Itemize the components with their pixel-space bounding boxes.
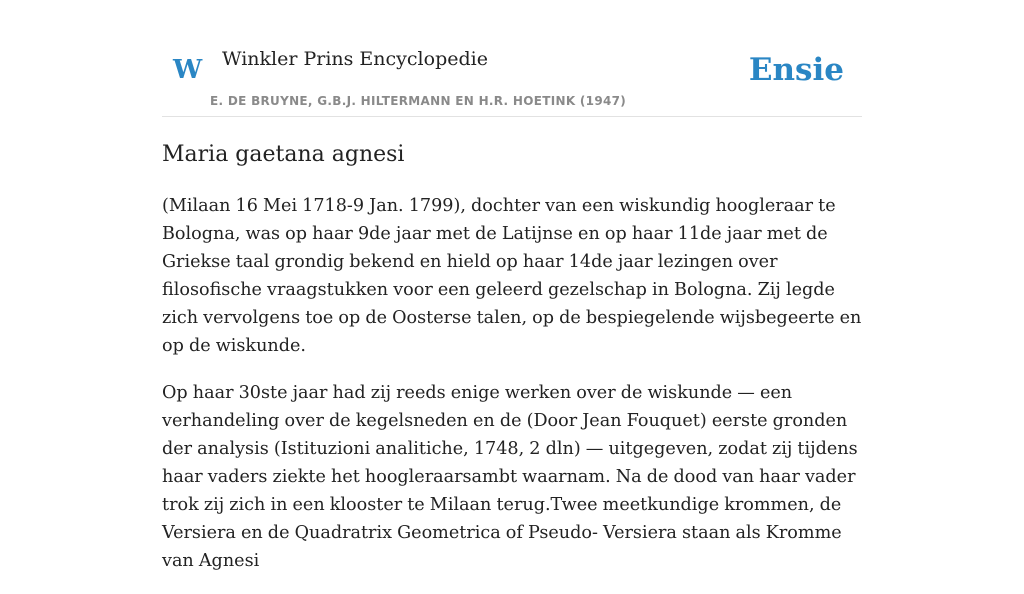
winkler-prins-logo[interactable]: W — [173, 55, 203, 85]
entry-paragraph: (Milaan 16 Mei 1718-9 Jan. 1799), dochter van een wiskundig hoogleraar te Bologna, was op haar 9de jaar met de Latijnse en op haar 11de jaar met de Griekse taal grondig bekend en hield op haar 14de jaar lezingen over filosofische vraagstukken voor een geleerd gezelschap in Bologna. Zij legde zich vervolgens toe op de Oosterse talen, op de bespiegelende wijsbegeerte en op de wiskunde. — [162, 196, 862, 356]
publication-authors: E. DE BRUYNE, G.B.J. HILTERMANN EN H.R. HOETINK (1947) — [210, 94, 627, 108]
ensie-logo[interactable]: Ensie — [748, 52, 844, 88]
entry-paragraph: Op haar 30ste jaar had zij reeds enige werken over de wiskunde — een verhandeling over de kegelsneden en de (Door Jean Fouquet) eerste gronden der analysis (Istituzioni analitiche, 1748, 2 dln) — uitgegeven, zodat zij tijdens haar vaders ziekte het hoogleraarsambt waarnam. Na de dood van haar vader trok zij zich in een klooster te Milaan terug.Twee meetkundige krommen, de Versiera en de Quadratrix Geometrica of Pseudo- Versiera staan als Kromme van Agnesi — [162, 383, 858, 571]
publication-title[interactable]: Winkler Prins Encyclopedie — [222, 48, 488, 70]
entry-title: Maria gaetana agnesi — [162, 142, 405, 167]
entry-body — [162, 192, 864, 594]
site-header — [162, 0, 862, 117]
